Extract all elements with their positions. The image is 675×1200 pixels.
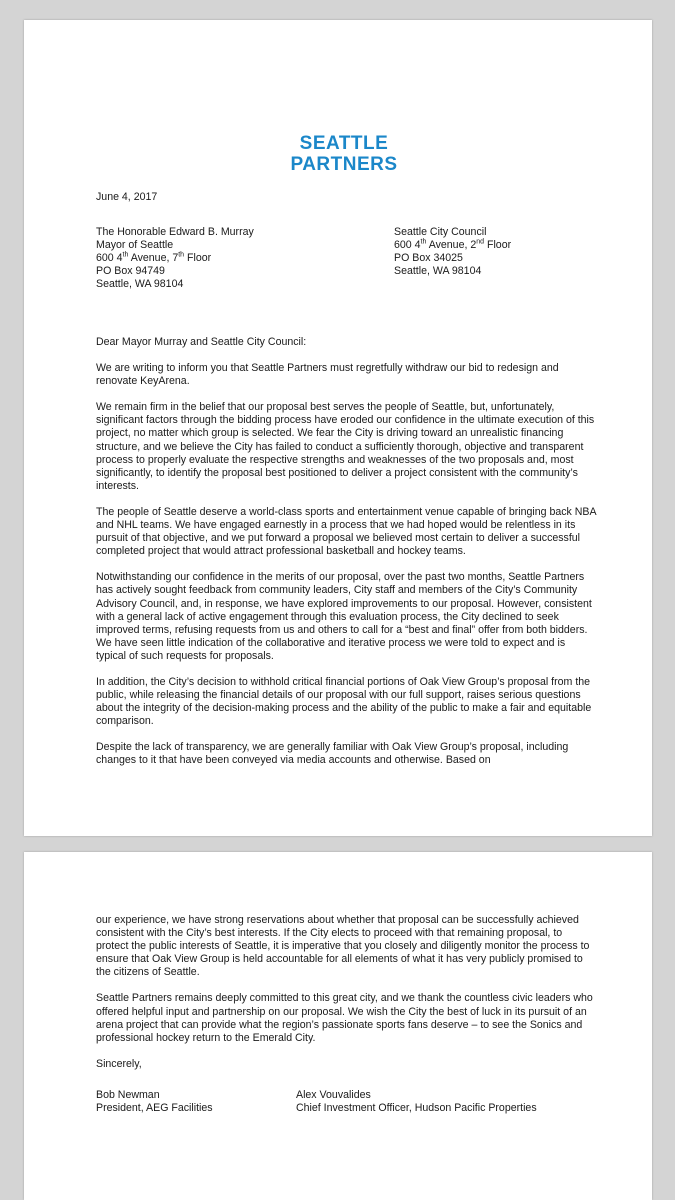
paragraph: We remain firm in the belief that our proposal best serves the people of Seattle, but, unfortunately, significant factors through the bidding process have eroded our confidence in the ultimate execution of this project, no matter which group is selected. We fear the City is driving toward an unrealistic financing structure, and we believe the City has failed to conduct a sufficiently thorough, objective and transparent process to properly evaluate the respective strengths and weaknesses of the two proposals and, most significantly, to identify the proposal best positioned to deliver a project consistent with the community’s interests.	[96, 401, 595, 492]
recipient-name: The Honorable Edward B. Murray	[96, 226, 254, 238]
signatory-name: Alex Vouvalides	[296, 1088, 371, 1101]
paragraph: Despite the lack of transparency, we are generally familiar with Oak View Group’s proposal, including changes to it that have been conveyed via media accounts and otherwise. Based on	[96, 741, 569, 767]
paragraph: We are writing to inform you that Seattle Partners must regretfully withdraw our bid to redesign and renovate KeyArena.	[96, 362, 559, 388]
paragraph: Notwithstanding our confidence in the merits of our proposal, over the past two months, Seattle Partners has actively sought feedback from community leaders, City staff and members of the City’s Community Advisory Council, and, in response, we have explored improvements to our proposal. However, consistent with a general lack of active engagement through this evaluation process, the City declined to seek improved terms, refusing requests from us and others to call for a “best and final” offer from both bidders. We have seen little indication of the collaborative and iterative process we were told to expect and is typical of such requests for proposals.	[96, 571, 592, 662]
recipient-street: 600 4th Avenue, 2nd Floor	[394, 238, 512, 251]
closing: Sincerely,	[96, 1057, 142, 1070]
paragraph: In addition, the City’s decision to withhold critical financial portions of Oak View Group’s proposal from the public, while releasing the financial details of our proposal with our full support, raises serious questions about the integrity of the decision-making process and the ability of the public to make a fair and equitable comparison.	[96, 675, 592, 728]
recipient-name: Seattle City Council	[394, 226, 487, 238]
letter-body-page-2	[96, 914, 596, 1115]
signatory-1	[96, 1089, 296, 1115]
paragraph: The people of Seattle deserve a world-class sports and entertainment venue capable of bringing back NBA and NHL teams. We have engaged earnestly in a process that we had hoped would be relentless in its pursuit of that objective, and we put forward a proposal we believed most certain to deliver a successful completed project that would attract professional basketball and hockey teams.	[96, 505, 596, 558]
recipient-mayor	[96, 226, 346, 291]
signatory-2	[296, 1089, 596, 1115]
recipient-city: Seattle, WA 98104	[394, 265, 482, 277]
recipient-council	[394, 226, 614, 278]
logo-line-1: SEATTLE	[299, 133, 389, 154]
recipient-po-box: PO Box 94749	[96, 265, 165, 277]
paragraph: Seattle Partners remains deeply committed to this great city, and we thank the countless civic leaders who offered helpful input and partnership on our proposal. We wish the City the best of luck in its pursuit of an arena project that can provide what the region’s passionate sports fans deserve – to see the Sonics and professional hockey return to the Emerald City.	[96, 992, 593, 1044]
recipient-city: Seattle, WA 98104	[96, 278, 184, 290]
signatory-name: Bob Newman	[96, 1088, 160, 1101]
logo-line-2: PARTNERS	[290, 154, 398, 175]
signature-block	[96, 1089, 596, 1115]
letter-date: June 4, 2017	[96, 191, 158, 203]
recipient-po-box: PO Box 34025	[394, 252, 463, 264]
letter-page-2	[24, 852, 652, 1200]
signatory-title: President, AEG Facilities	[96, 1101, 213, 1114]
seattle-partners-logo	[284, 133, 404, 175]
signatory-title: Chief Investment Officer, Hudson Pacific Properties	[296, 1101, 537, 1114]
recipient-street: 600 4th Avenue, 7th Floor	[96, 251, 212, 264]
letter-body-page-1	[96, 336, 596, 781]
recipient-title: Mayor of Seattle	[96, 239, 174, 251]
letter-page-1	[24, 20, 652, 836]
salutation: Dear Mayor Murray and Seattle City Council:	[96, 336, 307, 348]
paragraph: our experience, we have strong reservations about whether that proposal can be successfully achieved consistent with the City’s best interests. If the City elects to proceed with that remaining proposal, to protect the public interests of Seattle, it is imperative that you closely and diligently monitor the process to ensure that Oak View Group is held accountable for all elements of what it has very publicly promised to the citizens of Seattle.	[96, 914, 590, 979]
